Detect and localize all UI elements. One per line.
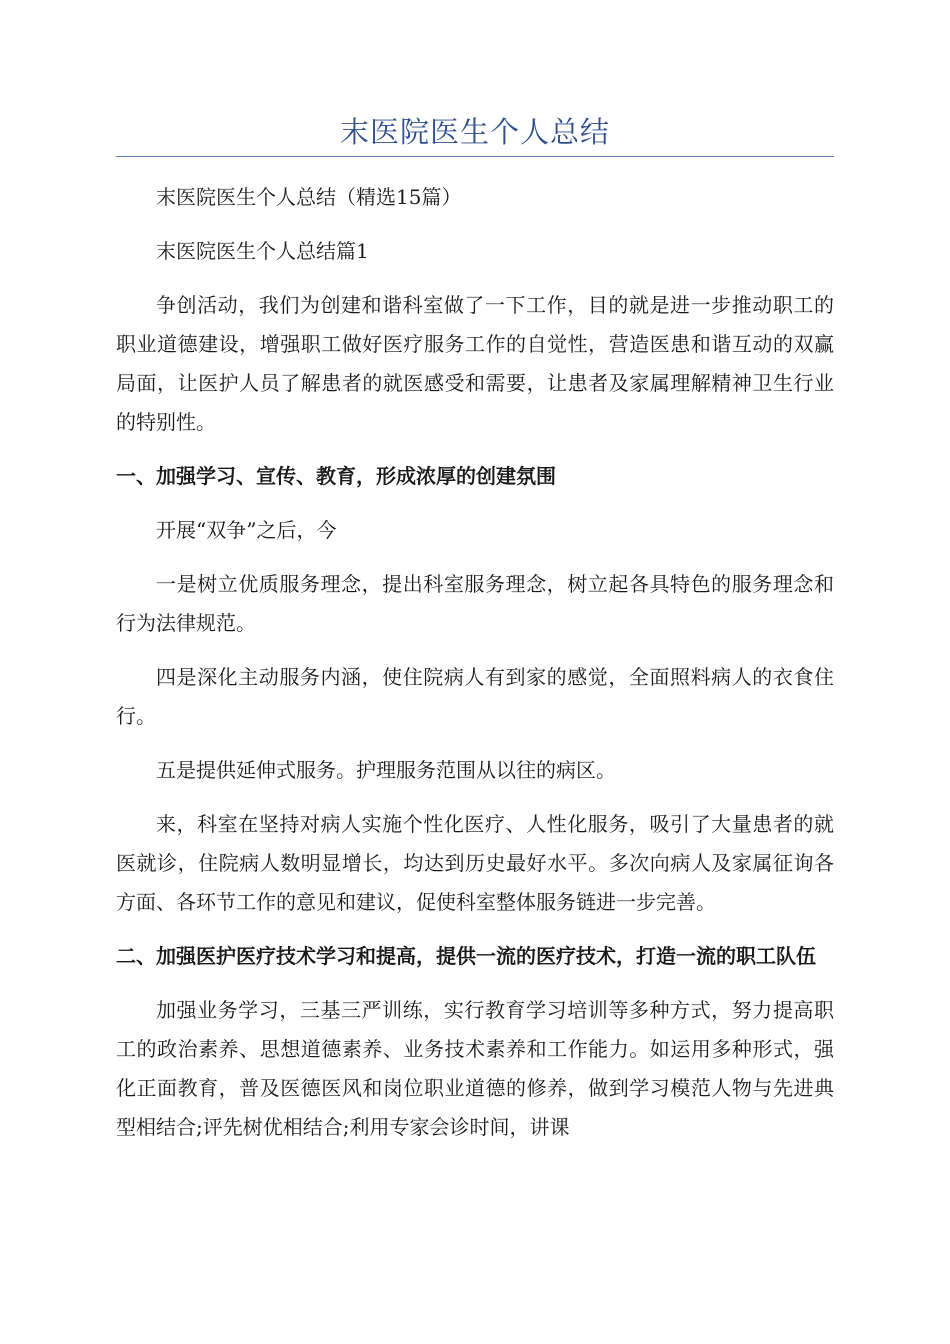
spacer — [116, 157, 834, 178]
section-label-paragraph: 末医院医生个人总结篇1 — [156, 239, 369, 263]
section-heading: 一、加强学习、宣传、教育，形成浓厚的创建氛围 — [116, 464, 556, 488]
body-paragraph: 五是提供延伸式服务。护理服务范围从以往的病区。 — [156, 758, 616, 782]
document-page — [116, 0, 834, 1147]
document-title: 末医院医生个人总结 — [339, 115, 610, 149]
subtitle-paragraph: 末医院医生个人总结（精选15篇） — [156, 185, 462, 209]
body-paragraph: 一是树立优质服务理念，提出科室服务理念，树立起各具特色的服务理念和行为法律规范。 — [116, 572, 834, 635]
section-heading: 二、加强医护医疗技术学习和提高，提供一流的医疗技术，打造一流的职工队伍 — [116, 944, 816, 968]
body-paragraph: 四是深化主动服务内涵，使住院病人有到家的感觉，全面照料病人的衣食住行。 — [116, 665, 834, 728]
body-paragraph: 争创活动，我们为创建和谐科室做了一下工作，目的就是进一步推动职工的职业道德建设，增强职工做好医疗服务工作的自觉性，营造医患和谐互动的双赢局面，让医护人员了解患者的就医感受和需要，让患者及家属理解精神卫生行业的特别性。 — [116, 293, 834, 434]
body-paragraph: 加强业务学习，三基三严训练，实行教育学习培训等多种方式，努力提高职工的政治素养、思想道德素养、业务技术素养和工作能力。如运用多种形式，强化正面教育，普及医德医风和岗位职业道德的修养，做到学习模范人物与先进典型相结合;评先树优相结合;利用专家会诊时间，讲课 — [116, 998, 834, 1139]
body-paragraph: 开展“双争”之后，今 — [156, 518, 337, 542]
body-paragraph: 来，科室在坚持对病人实施个性化医疗、人性化服务，吸引了大量患者的就医就诊，住院病人数明显增长，均达到历史最好水平。多次向病人及家属征询各方面、各环节工作的意见和建议，促使科室整体服务链进一步完善。 — [116, 812, 834, 914]
